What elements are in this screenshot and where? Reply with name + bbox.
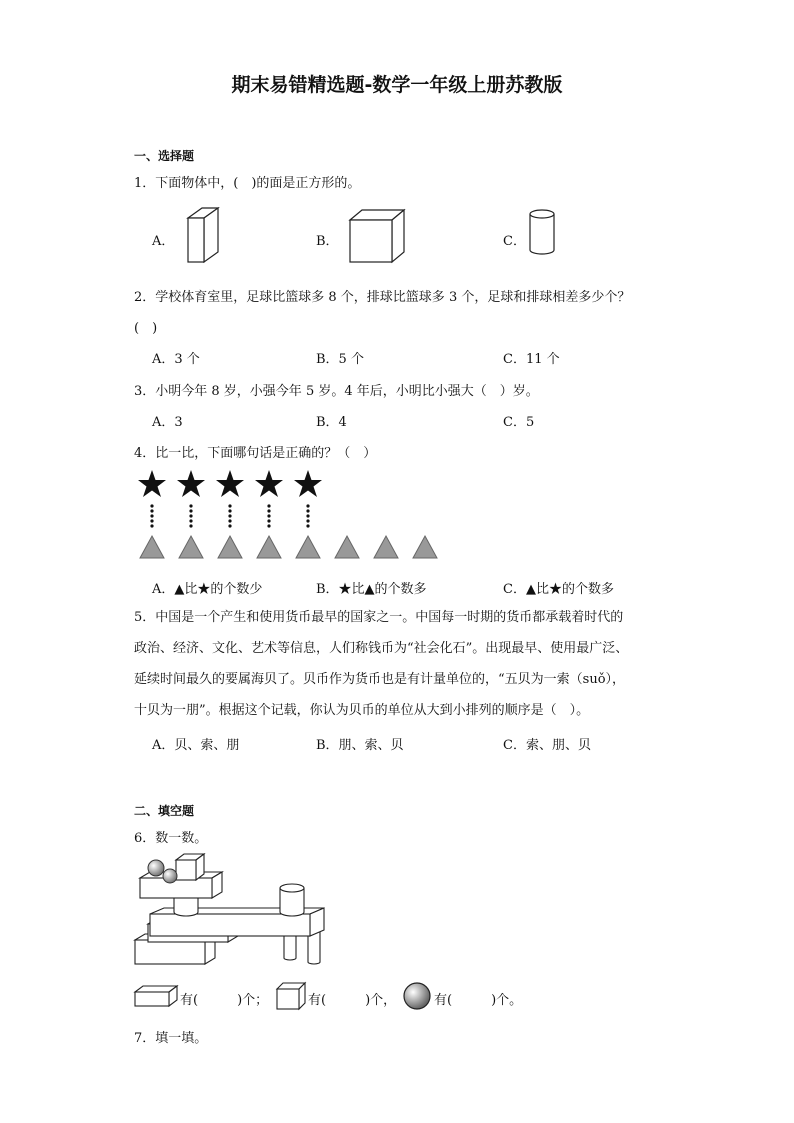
question-3-text: 3．小明今年 8 岁，小强今年 5 岁。4 年后，小明比小强大（ ）岁。 bbox=[134, 384, 539, 399]
triangle-icon bbox=[296, 536, 320, 558]
cube-figure bbox=[348, 208, 406, 264]
section-heading-fill: 二、填空题 bbox=[134, 804, 195, 818]
question-4-option-c: C．▲比★的个数多 bbox=[503, 582, 614, 597]
question-5-option-b: B．朋、索、贝 bbox=[316, 738, 404, 753]
question-4-option-a: A．▲比★的个数少 bbox=[152, 582, 263, 597]
sphere-icon bbox=[402, 981, 432, 1011]
cube-count-blank[interactable]: 有( )个， bbox=[308, 993, 397, 1008]
star-icon bbox=[294, 470, 322, 497]
question-3-option-c: C．5 bbox=[503, 415, 535, 430]
question-3-option-a: A．3 bbox=[152, 415, 183, 430]
cylinder-figure bbox=[528, 208, 558, 256]
triangle-icon bbox=[140, 536, 164, 558]
question-5-line-3: 延续时间最久的要属海贝了。贝币作为货币也是有计量单位的，“五贝为一索（suǒ）， bbox=[134, 672, 626, 687]
cube-icon bbox=[276, 982, 306, 1010]
star-icon bbox=[255, 470, 283, 497]
question-7-text: 7．填一填。 bbox=[134, 1031, 208, 1046]
question-6-text: 6．数一数。 bbox=[134, 831, 208, 846]
triangle-icon bbox=[179, 536, 203, 558]
question-2-text: 2．学校体育室里，足球比篮球多 8 个，排球比篮球多 3 个，足球和排球相差多少个？ bbox=[134, 290, 631, 305]
triangle-icon bbox=[413, 536, 437, 558]
question-5-line-4: 十贝为一朋”。根据这个记载，你认为贝币的单位从大到小排列的顺序是（ ）。 bbox=[134, 703, 590, 718]
sphere-count-blank[interactable]: 有( )个。 bbox=[434, 993, 523, 1008]
star-icon bbox=[177, 470, 205, 497]
page-title: 期末易错精选题-数学一年级上册苏教版 bbox=[231, 74, 563, 96]
triangle-icon bbox=[257, 536, 281, 558]
question-3-option-b: B．4 bbox=[316, 415, 347, 430]
section-heading-choice: 一、选择题 bbox=[134, 149, 195, 163]
star-icon bbox=[138, 470, 166, 497]
cuboid-count-blank[interactable]: 有( )个； bbox=[180, 993, 269, 1008]
question-2-option-a: A．3 个 bbox=[152, 352, 200, 367]
block-stack-figure bbox=[134, 852, 334, 972]
triangle-icon bbox=[335, 536, 359, 558]
question-2-option-c: C．11 个 bbox=[503, 352, 560, 367]
question-1-option-a: A． bbox=[152, 234, 175, 249]
question-4-text: 4．比一比，下面哪句话是正确的？（ ） bbox=[134, 446, 377, 461]
cuboid-icon bbox=[134, 984, 178, 1008]
question-5-option-c: C．索、朋、贝 bbox=[503, 738, 591, 753]
question-1-text: 1．下面物体中，( )的面是正方形的。 bbox=[134, 176, 361, 191]
question-1-option-c: C． bbox=[503, 234, 526, 249]
star-icon bbox=[216, 470, 244, 497]
triangle-icon bbox=[218, 536, 242, 558]
question-2-option-b: B．5 个 bbox=[316, 352, 364, 367]
triangle-icon bbox=[374, 536, 398, 558]
stars-triangles-figure bbox=[134, 468, 444, 564]
question-5-option-a: A．贝、索、朋 bbox=[152, 738, 240, 753]
question-5-line-2: 政治、经济、文化、艺术等信息，人们称钱币为“社会化石”。出现最早、使用最广泛、 bbox=[134, 641, 629, 656]
question-2-answer-paren: ( ) bbox=[134, 321, 158, 336]
question-5-line-1: 5．中国是一个产生和使用货币最早的国家之一。中国每一时期的货币都承载着时代的 bbox=[134, 610, 624, 625]
tall-cuboid-figure bbox=[186, 206, 226, 266]
question-4-option-b: B．★比▲的个数多 bbox=[316, 582, 427, 597]
question-1-option-b: B． bbox=[316, 234, 339, 249]
